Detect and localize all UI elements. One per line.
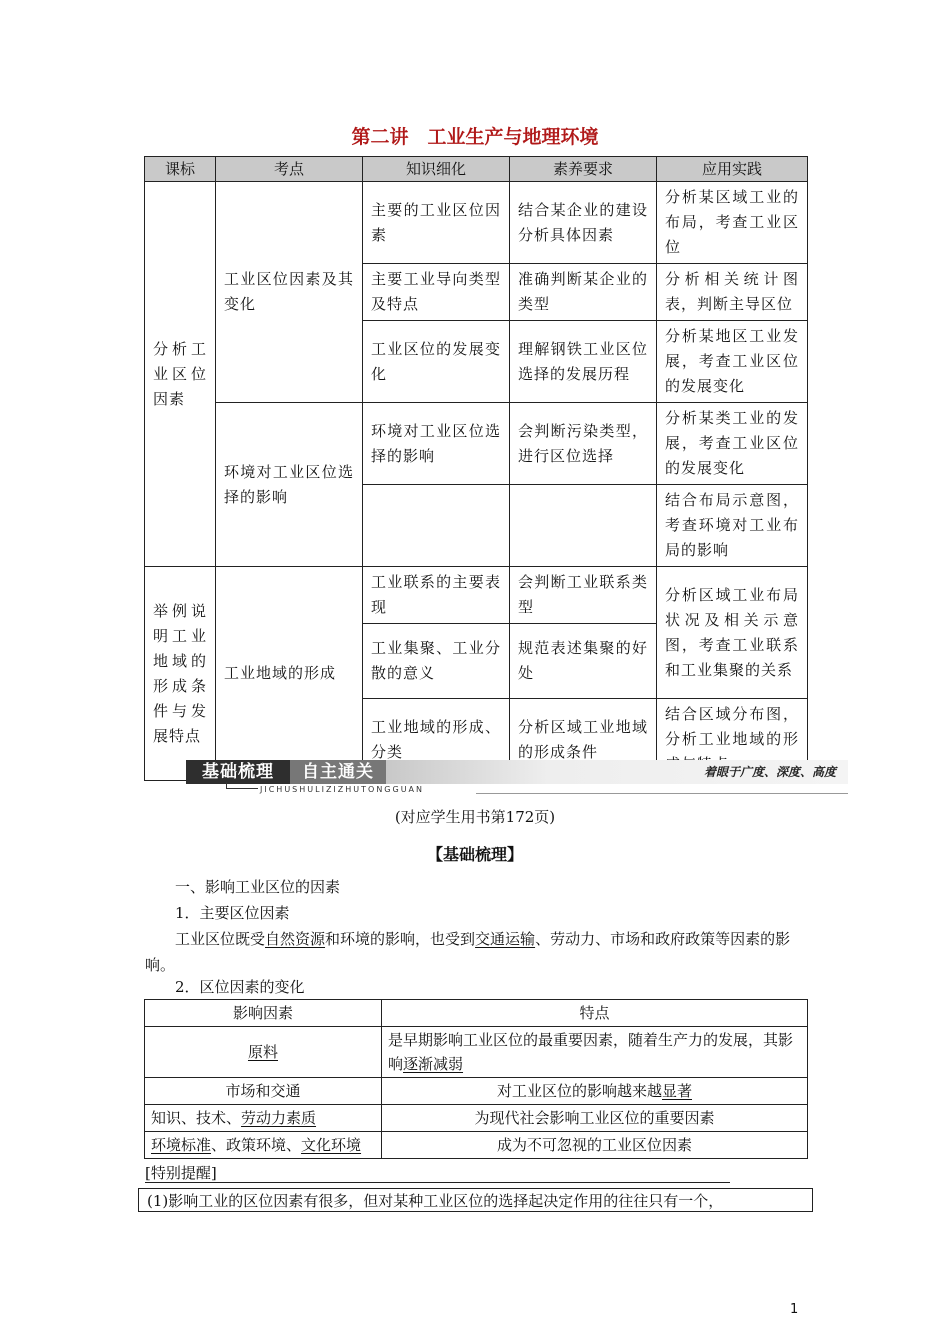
paragraph-text: 和环境的影响，也受到 — [325, 930, 476, 948]
table-row — [145, 567, 808, 624]
feature-cell — [382, 1078, 808, 1105]
factor-cell — [145, 1027, 382, 1078]
knowledge-cell: 主要工业导向类型及特点 — [363, 264, 510, 321]
tip-divider — [145, 1182, 730, 1183]
banner-note: 着眼于广度、深度、高度 — [703, 765, 836, 779]
factor-cell — [145, 1132, 382, 1159]
feature-cell: 成为不可忽视的工业区位因素 — [382, 1132, 808, 1159]
table-row — [145, 182, 808, 264]
header-cell: 考点 — [216, 157, 363, 182]
literacy-cell: 会判断污染类型，进行区位选择 — [510, 403, 657, 485]
banner-divider — [226, 788, 258, 789]
header-cell: 课标 — [145, 157, 216, 182]
knowledge-cell: 工业地域的形成、分类 — [363, 699, 510, 781]
table-row — [145, 1078, 808, 1105]
curriculum-cell: 分析工业区位因素 — [145, 182, 216, 567]
curriculum-cell: 举例说明工业地域的形成条件与发展特点 — [145, 567, 216, 781]
heading-1-1: 1．主要区位因素 — [175, 904, 290, 922]
banner-pinyin: JICHUSHULIZIZHUTONGGUAN — [260, 785, 425, 794]
answer-underline: 自然资源 — [265, 930, 326, 948]
tip-box: (1)影响工业的区位因素有很多，但对某种工业区位的选择起决定作用的往往只有一个， — [138, 1188, 813, 1212]
literacy-cell: 规范表述集聚的好处 — [510, 624, 657, 699]
header-cell: 素养要求 — [510, 157, 657, 182]
literacy-cell: 会判断工业联系类型 — [510, 567, 657, 624]
paragraph — [145, 926, 807, 978]
factor-cell: 市场和交通 — [145, 1078, 382, 1105]
exam-point-cell: 工业地域的形成 — [216, 567, 363, 781]
literacy-cell — [510, 485, 657, 567]
knowledge-cell: 工业联系的主要表现 — [363, 567, 510, 624]
knowledge-cell — [363, 485, 510, 567]
paragraph-text: 工业区位既受 — [175, 930, 266, 948]
header-cell: 知识细化 — [363, 157, 510, 182]
table-row — [145, 1132, 808, 1159]
page-title: 第二讲 工业生产与地理环境 — [351, 126, 599, 148]
feature-text: 对工业区位的影响越来越 — [496, 1082, 662, 1100]
practice-cell: 分析某地区工业发展，考查工业区位的发展变化 — [657, 321, 808, 403]
table-row — [145, 403, 808, 485]
curriculum-table — [144, 156, 808, 781]
page-number: 1 — [790, 1302, 799, 1317]
practice-cell: 分析区域工业布局状况及相关示意图，考查工业联系和工业集聚的关系 — [657, 567, 808, 699]
header-cell: 应用实践 — [657, 157, 808, 182]
heading-1: 一、影响工业区位的因素 — [175, 878, 341, 896]
table-row — [145, 1027, 808, 1078]
factor-text: 、政策环境、 — [211, 1136, 302, 1154]
knowledge-cell: 工业区位的发展变化 — [363, 321, 510, 403]
knowledge-cell: 主要的工业区位因素 — [363, 182, 510, 264]
literacy-cell: 结合某企业的建设分析具体因素 — [510, 182, 657, 264]
factor-cell — [145, 1105, 382, 1132]
answer-underline: 环境标准 — [151, 1136, 212, 1154]
literacy-cell: 准确判断某企业的类型 — [510, 264, 657, 321]
practice-cell: 分析相关统计图表，判断主导区位 — [657, 264, 808, 321]
banner-label-main: 基础梳理 — [186, 760, 290, 784]
heading-1-2: 2．区位因素的变化 — [175, 978, 305, 996]
answer-underline: 文化环境 — [301, 1136, 362, 1154]
feature-text: 是早期影响工业区位的最重要因素，随着生产力的发展，其影响 — [388, 1031, 794, 1073]
knowledge-cell: 工业集聚、工业分散的意义 — [363, 624, 510, 699]
table-header-row — [145, 1000, 808, 1027]
answer-underline: 交通运输 — [475, 930, 536, 948]
literacy-cell: 分析区域工业地域的形成条件 — [510, 699, 657, 781]
header-cell: 特点 — [382, 1000, 808, 1027]
book-reference: (对应学生用书第172页) — [394, 808, 556, 826]
practice-cell: 分析某区域工业的布局，考查工业区位 — [657, 182, 808, 264]
knowledge-cell: 环境对工业区位选择的影响 — [363, 403, 510, 485]
practice-cell: 分析某类工业的发展，考查工业区位的发展变化 — [657, 403, 808, 485]
feature-cell — [382, 1027, 808, 1078]
table-header-row — [145, 157, 808, 182]
section-banner — [176, 757, 848, 795]
table-row — [145, 1105, 808, 1132]
exam-point-cell: 环境对工业区位选择的影响 — [216, 403, 363, 567]
tip-label: [特别提醒] — [145, 1164, 217, 1182]
header-cell: 影响因素 — [145, 1000, 382, 1027]
answer-underline: 原料 — [247, 1043, 278, 1061]
answer-underline: 劳动力素质 — [241, 1109, 317, 1127]
section-title: 【基础梳理】 — [426, 845, 523, 864]
practice-cell: 结合布局示意图，考查环境对工业布局的影响 — [657, 485, 808, 567]
factor-text: 知识、技术、 — [151, 1109, 242, 1127]
paragraph-text: 、劳动力、市场和政府政策等因素的影响。 — [145, 930, 791, 974]
factor-table — [144, 999, 808, 1159]
banner-divider — [476, 793, 848, 794]
literacy-cell: 理解钢铁工业区位选择的发展历程 — [510, 321, 657, 403]
answer-underline: 逐渐减弱 — [403, 1055, 464, 1073]
practice-cell: 结合区域分布图，分析工业地域的形 — [657, 699, 808, 781]
answer-underline: 显著 — [662, 1082, 693, 1100]
exam-point-cell: 工业区位因素及其变化 — [216, 182, 363, 403]
feature-cell: 为现代社会影响工业区位的重要因素 — [382, 1105, 808, 1132]
banner-label-sub: 自主通关 — [290, 760, 386, 784]
